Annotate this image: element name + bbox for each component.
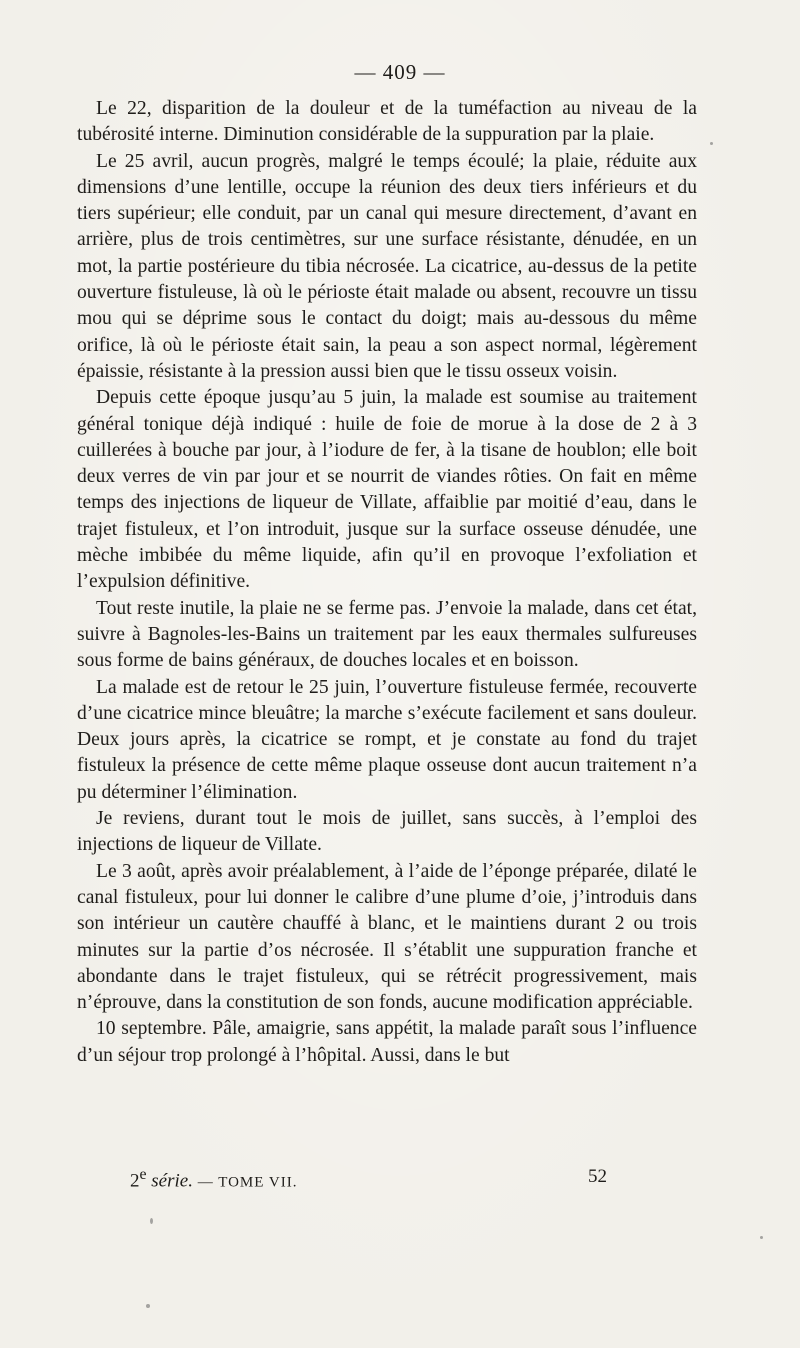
signature-mark <box>130 1166 297 1192</box>
body-text <box>77 96 697 1069</box>
paragraph-6: Je reviens, durant tout le mois de juillet, sans succès, à l’emploi des injections de liqueur de Villate. <box>77 808 697 856</box>
serie-label: série. <box>151 1170 193 1192</box>
paper-speck <box>146 1304 150 1308</box>
paragraph-2: Le 25 avril, aucun progrès, malgré le temps écoulé; la plaie, réduite aux dimensions d’une lentille, occupe la réunion des deux tiers inférieurs et du tiers supérieur; elle conduit, par un canal qui mesure directement, d’avant en arrière, plus de trois centimètres, sur une surface résistante, dénudée, en un mot, la partie postérieure du tibia nécrosée. La cicatrice, au-dessus de la petite ouverture fistuleuse, là où le périoste était malade ou absent, recouvre un tissu mou qui se déprime sous le contact du doigt; mais au-dessous du même orifice, là où le périoste était sain, la peau a son aspect normal, légèrement épaissie, résistante à la pression aussi bien que le tissu osseux voisin. <box>77 150 697 382</box>
serie-superscript: e <box>139 1166 147 1183</box>
paper-speck <box>150 1218 153 1224</box>
paragraph-8: 10 septembre. Pâle, amaigrie, sans appétit, la malade paraît sous l’influence d’un séjour trop prolongé à l’hôpital. Aussi, dans le but <box>77 1018 697 1066</box>
paragraph-7: Le 3 août, après avoir préalablement, à l’aide de l’éponge préparée, dilaté le canal fistuleux, pour lui donner le calibre d’une plume d’oie, j’introduis dans son intérieur un cautère chauffé à blanc, et le maintiens durant 2 ou trois minutes sur la partie d’os nécrosée. Il s’établit une suppuration franche et abondante dans le trajet fistuleux, qui se rétrécit progressivement, mais n’éprouve, dans la constitution de son fonds, aucune modification appréciable. <box>77 860 697 1014</box>
paragraph-5: La malade est de retour le 25 juin, l’ouverture fistuleuse fermée, recouverte d’une cicatrice mince bleuâtre; la marche s’exécute facilement et sans douleur. Deux jours après, la cicatrice se rompt, et je constate au fond du trajet fistuleux la présence de cette même plaque osseuse dont aucun traitement n’a pu déterminer l’élimination. <box>77 676 697 803</box>
paragraph-3: Depuis cette époque jusqu’au 5 juin, la malade est soumise au traitement général tonique déjà indiqué : huile de foie de morue à la dose de 2 à 3 cuillerées à bouche par jour, à l’iodure de fer, à la tisane de houblon; elle boit deux verres de vin par jour et se nourrit de viandes rôties. On fait en même temps des injections de liqueur de Villate, affaiblie par moitié d’eau, dans le trajet fistuleux, et l’on introduit, jusque sur la surface osseuse dénudée, une mèche imbibée du même liquide, afin qu’il en provoque l’exfoliation et l’expulsion définitive. <box>77 387 697 593</box>
tome-label: — TOME VII. <box>197 1174 298 1191</box>
serie-number: 2 <box>130 1170 140 1192</box>
signature-number: 52 <box>588 1166 607 1187</box>
paragraph-1: Le 22, disparition de la douleur et de la tuméfaction au niveau de la tubérosité interne. Diminution considérable de la suppuration par la plaie. <box>77 98 697 146</box>
paper-speck <box>710 142 713 145</box>
paper-speck <box>760 1236 763 1239</box>
page-number-header: — 409 — <box>354 60 446 84</box>
paragraph-4: Tout reste inutile, la plaie ne se ferme pas. J’envoie la malade, dans cet état, suivre à Bagnoles-les-Bains un traitement par les eaux thermales sulfureuses sous forme de bains généraux, de douches locales et en boisson. <box>77 597 697 672</box>
